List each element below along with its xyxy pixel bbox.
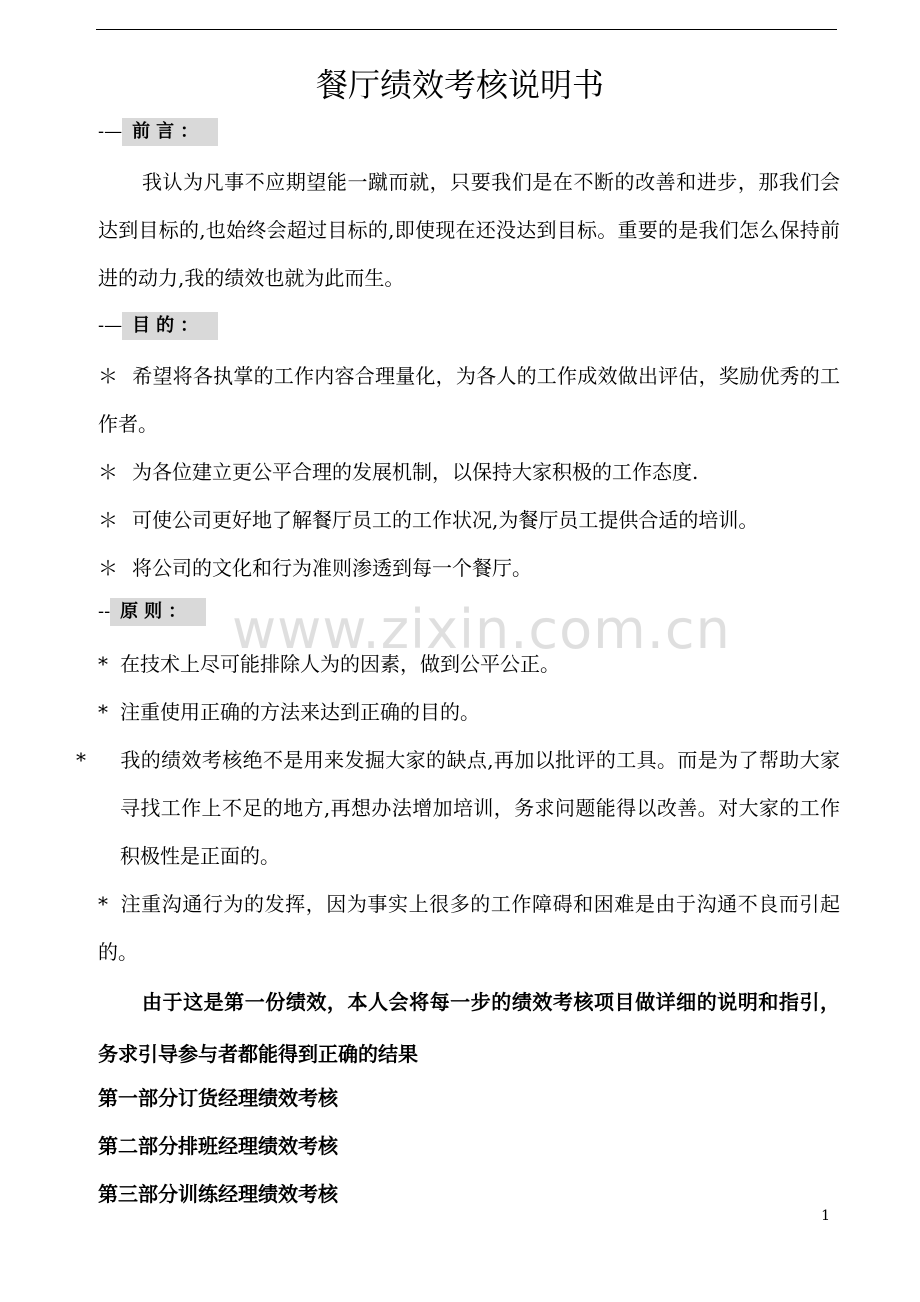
principle-item-text: 注重使用正确的方法来达到正确的目的。 [120, 700, 480, 724]
principles-heading-prefix: -- [98, 601, 111, 622]
intro-note: 由于这是第一份绩效，本人会将每一步的绩效考核项目做详细的说明和指引，务求引导参与者都能得到正确的结果 [98, 990, 840, 1066]
star-bullet-icon: ＊ [98, 556, 118, 580]
watermark: www.zixin.com.cn [232, 598, 731, 661]
purpose-item [98, 352, 840, 448]
purpose-item-text: 可使公司更好地了解餐厅员工的工作状况,为餐厅员工提供合适的培训。 [132, 508, 759, 532]
principle-item-text: 我的绩效考核绝不是用来发掘大家的缺点,再加以批评的工具。而是为了帮助大家寻找工作上不足的地方,再想办法增加培训，务求问题能得以改善。对大家的工作积极性是正面的。 [120, 748, 840, 868]
principle-item-text: 注重沟通行为的发挥，因为事实上很多的工作障碍和困难是由于沟通不良而引起的。 [98, 892, 840, 964]
part-item: 第三部分训练经理绩效考核 [98, 1182, 338, 1206]
preface-heading-label: 前言： [122, 118, 218, 146]
asterisk-bullet-icon: * [98, 652, 108, 676]
star-bullet-icon: ＊ [98, 460, 118, 484]
purpose-item-text: 为各位建立更公平合理的发展机制，以保持大家积极的工作态度. [132, 460, 699, 484]
principles-heading-label: 原则： [110, 598, 206, 626]
purpose-heading-label: 目的： [122, 312, 218, 340]
preface-paragraph: 我认为凡事不应期望能一蹴而就，只要我们是在不断的改善和进步，那我们会达到目标的,也始终会超过目标的,即使现在还没达到目标。重要的是我们怎么保持前进的动力,我的绩效也就为此而生。 [98, 170, 840, 290]
purpose-item [98, 496, 758, 544]
preface-heading-prefix: -— [98, 121, 123, 142]
asterisk-bullet-icon: * [76, 748, 86, 772]
purpose-item [98, 544, 532, 592]
principle-item [76, 736, 840, 880]
purpose-item [98, 448, 698, 496]
preface-heading [98, 118, 218, 146]
star-bullet-icon: ＊ [98, 364, 118, 388]
principle-item [98, 880, 840, 976]
part-item: 第一部分订货经理绩效考核 [98, 1086, 338, 1110]
asterisk-bullet-icon: * [98, 700, 108, 724]
page-number: 1 [821, 1208, 830, 1224]
purpose-heading [98, 312, 218, 340]
purpose-heading-prefix: -— [98, 315, 123, 336]
star-bullet-icon: ＊ [98, 508, 118, 532]
principles-heading [98, 598, 206, 626]
purpose-item-text: 将公司的文化和行为准则渗透到每一个餐厅。 [132, 556, 532, 580]
part-item: 第二部分排班经理绩效考核 [98, 1134, 338, 1158]
principle-item-text: 在技术上尽可能排除人为的因素，做到公平公正。 [120, 652, 560, 676]
principle-item [98, 688, 480, 736]
purpose-item-text: 希望将各执掌的工作内容合理量化，为各人的工作成效做出评估，奖励优秀的工作者。 [98, 364, 840, 436]
header-rule [96, 29, 837, 30]
asterisk-bullet-icon: * [98, 892, 108, 916]
document-title: 餐厅绩效考核说明书 [315, 66, 604, 104]
